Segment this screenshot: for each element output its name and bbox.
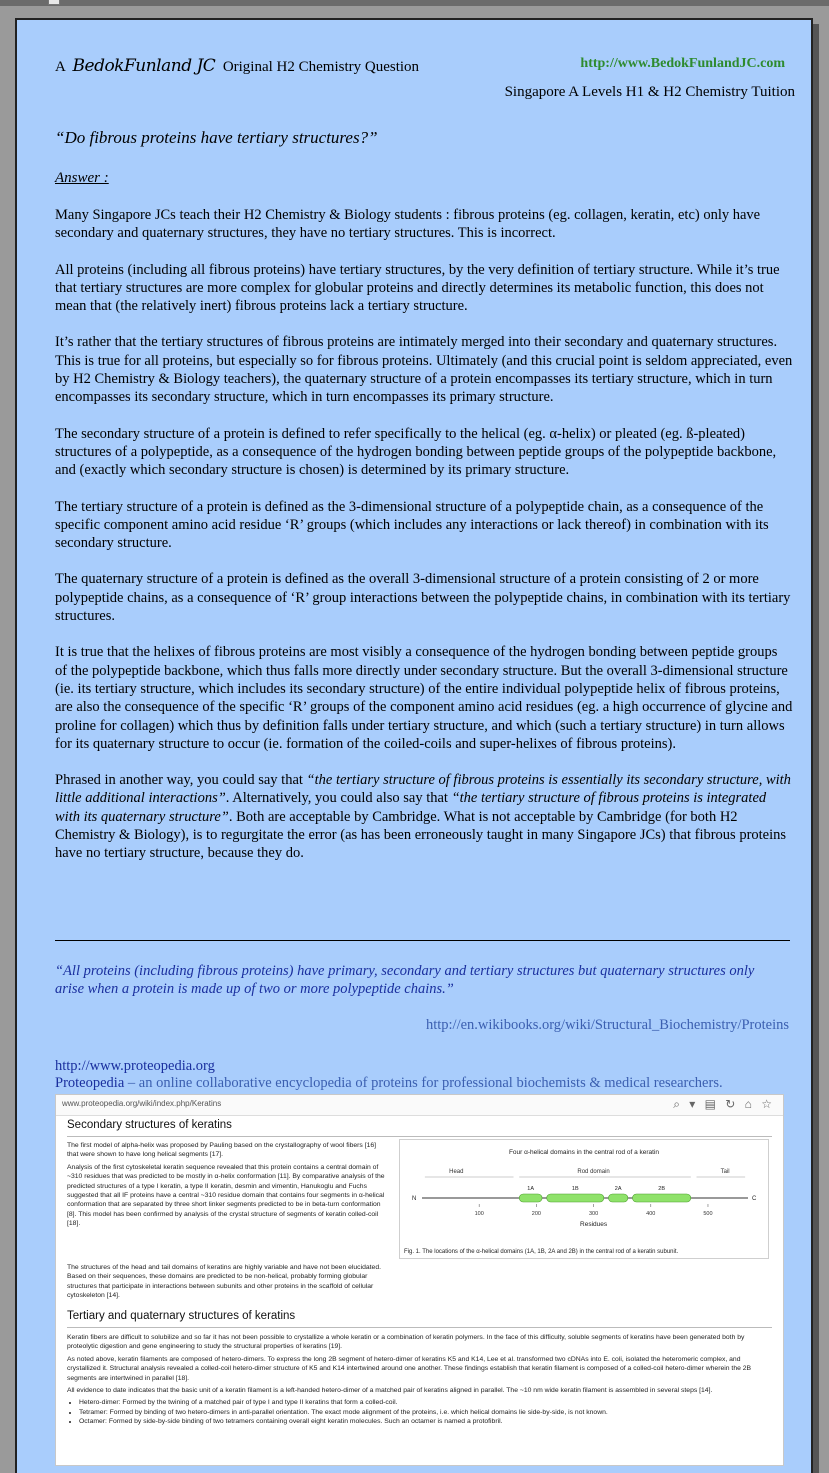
paragraph: It’s rather that the tertiary structures of fibrous proteins are intimately merged into their secondary and quaternary structures. This is true for all proteins, but especially so for fibrous proteins. Ultimately (and this crucial point is seldom appreciated, even by H2 Chemistry & Biology teachers), the quaternary structure of a protein encompasses its tertiary structure, which in turn encompasses its secondary structure, which in turn encompasses its primary structure. <box>55 334 793 406</box>
segment-label: 1A <box>527 1186 535 1192</box>
region-label: Tail <box>720 1169 730 1175</box>
scroll-nub[interactable] <box>48 0 60 5</box>
assembly-steps-list <box>67 1398 772 1426</box>
section1-rule <box>67 1136 772 1137</box>
paragraph: All proteins (including all fibrous proteins) have tertiary structures, by the very definition of tertiary structure. While it’s true that tertiary structures are more complex for globular proteins and directly determines its metabolic function, this does not mean that (the relatively inert) fibrous proteins lack a tertiary structure. <box>55 261 780 315</box>
helix-segment <box>519 1194 542 1202</box>
page-header <box>55 42 795 102</box>
paragraph: It is true that the helixes of fibrous proteins are most visibly a consequence of the hydrogen bonding between peptide groups of the polypeptide backbone, which thus falls more directly under secondary structure. But the overall 3-dimensional structure (ie. its tertiary structure, which includes its secondary structure) of the entire individual polypeptide helix of fibrous proteins, are also the consequence of the specific ‘R’ groups of the component amino acid residues (eg. a high occurrence of glycine and proline for collagen) which thus by definition falls under tertiary structure, and which (such a tertiary structure) in turn allows for its quaternary structure to occur (ie. formation of the coiled-coils and super-helixes of fibrous proteins). <box>55 644 793 752</box>
section2-text: Keratin fibers are difficult to solubilize and so far it has not been possible to crystallize a whole keratin or a combination of keratin polymers. In the face of this difficulty, soluble segments of keratins have been generated both by proteolytic digestion and gene engineering to study the structural properties of keratins [19]. As noted above, keratin filaments are composed of hetero-dimers. To express the long 2B segment of hetero-dimer of keratins K5 and K14, Lee et al. transformed two cDNAs into E. coli, isolated the heteromeric complex, and crystallized it. Structural analysis revealed a colled-coil hetero-dimer structure of K5 and K14 intertwined around one another. These findings establish that keratin filament is composed of a colled-coil hetero-dimer wherein the 2B segments are intertwined in parallel [18]. All evidence to date indicates that the basic unit of a keratin filament is a left-handed hetero-dimer of a matched pair of keratins aligned in parallel. The ~10 nm wide keratin filament is assembled in several steps [14]. • Hetero-dimer: Formed by the twining of a matched pair of type I and type II keratins that form a colled-coil. • Tetramer: Formed by binding of two hetero-dimers in anti-parallel orientation. The exact mode alignment of the proteins, i.e. which helical domains lie side-by-side, is not known. • Octamer: Formed by side-by-side binding of two tetramers containing overall eight keratin molecules. Such an octamer is named a protofibril. <box>67 1333 772 1427</box>
brand-logo: BedokFunland JC <box>72 56 216 76</box>
paragraph-final: Phrased in another way, you could say that “the tertiary structure of fibrous proteins is essentially its secondary structure, with little additional interactions”. Alternatively, you could also say that “the tertiary structure of fibrous proteins is integrated with its quaternary structure”. Both are acceptable by Cambridge. What is not acceptable by Cambridge (for both H2 Chemistry & Biology), is to regurgitate the error (as has been erroneously taught in many Singapore JCs) that fibrous proteins have no tertiary structure, because they do. <box>55 772 791 862</box>
section2-title: Tertiary and quaternary structures of keratins <box>67 1310 296 1322</box>
list-item: • Hetero-dimer: Formed by the twining of a matched pair of type I and type II keratins that form a colled-coil. <box>79 1398 772 1407</box>
figure-caption: Fig. 1. The locations of the α-helical domains (1A, 1B, 2A and 2B) in the central rod of a keratin subunit. <box>404 1249 679 1255</box>
paragraph: The quaternary structure of a protein is defined as the overall 3-dimensional structure of a protein consisting of 2 or more polypeptide chains, as a consequence of ‘R’ group interactions between the polypeptide chains, in combination with its tertiary structures. <box>55 571 791 625</box>
divider <box>55 940 790 941</box>
proteopedia-url-link[interactable]: http://www.proteopedia.org <box>55 1058 215 1074</box>
answer-heading: Answer : <box>55 170 109 186</box>
segment-label: 1B <box>571 1186 579 1192</box>
x-tick-label: 400 <box>646 1211 656 1217</box>
proteopedia-name: Proteopedia <box>55 1075 125 1091</box>
window-top-strip <box>0 0 829 6</box>
region-label: Head <box>449 1169 464 1175</box>
segment-label: 2A <box>614 1186 622 1192</box>
address-url[interactable]: www.proteopedia.org/wiki/index.php/Keratins <box>62 1099 222 1108</box>
browser-tool-icons: ⌕ ▾ ▤ ↻ ⌂ ☆ <box>673 1097 775 1111</box>
helix-segment <box>632 1194 690 1202</box>
brand-prefix: A <box>55 59 66 75</box>
segment-label: 2B <box>658 1186 666 1192</box>
embedded-screenshot <box>55 1094 784 1466</box>
proteopedia-description: Proteopedia – an online collaborative encyclopedia of proteins for professional biochemists & medical researchers. <box>55 1075 723 1091</box>
n-terminus-label: N <box>412 1196 417 1202</box>
section1-title: Secondary structures of keratins <box>67 1119 232 1131</box>
list-item: • Tetramer: Formed by binding of two hetero-dimers in anti-parallel orientation. The exact mode alignment of the proteins, i.e. which helical domains lie side-by-side, is not known. <box>79 1408 772 1417</box>
list-item: • Octamer: Formed by side-by-side binding of two tetramers containing overall eight keratin molecules. Such an octamer is named a protofibril. <box>79 1417 772 1426</box>
x-tick-label: 200 <box>531 1211 541 1217</box>
keratin-domain-figure <box>399 1139 769 1259</box>
paragraph: The tertiary structure of a protein is defined as the 3-dimensional structure of a polypeptide chain, as a consequence of the specific component amino acid residue ‘R’ groups (which includes any interactions or lack thereof) in combination with its secondary structure. <box>55 498 769 552</box>
brand-suffix: Original H2 Chemistry Question <box>222 59 420 75</box>
helix-segment <box>547 1194 604 1202</box>
region-label: Rod domain <box>577 1169 610 1175</box>
page-shadow <box>813 24 819 1473</box>
tagline: Singapore A Levels H1 & H2 Chemistry Tuition <box>504 84 795 100</box>
answer-body <box>55 206 793 881</box>
question-title: “Do fibrous proteins have tertiary structures?” <box>55 128 378 147</box>
site-url-link[interactable]: http://www.BedokFunlandJC.com <box>580 56 785 71</box>
wiki-url-link[interactable]: http://en.wikibooks.org/wiki/Structural_Biochemistry/Proteins <box>425 1017 789 1033</box>
x-axis-label: Residues <box>580 1221 608 1228</box>
paragraph: Many Singapore JCs teach their H2 Chemistry & Biology students : fibrous proteins (eg. collagen, keratin, etc) only have secondary and quaternary structures, they have no tertiary structures. This is incorrect. <box>55 207 761 242</box>
browser-address-bar <box>56 1095 783 1116</box>
figure-title: Four α-helical domains in the central rod of a keratin <box>508 1149 660 1156</box>
section1-text: The first model of alpha-helix was proposed by Pauling based on the crystallography of wool fibers [16] that were shown to have long helical segments [17]. Analysis of the first cytoskeletal keratin sequence revealed that this protein contains a central domain of ~310 residues that was predicted to be mostly in α-helix conformation [11]. By comparative analysis of the predicted structures of a type I keratin, a type II keratin, desmin and vimentin, Hanukoglu and Fuchs suggested that all IF proteins have a central ~310 residue domain that contains four segments in α-helical conformation that are separated by three short linker segments predicted to be in beta-turn conformation [8]. This model has been confirmed by analysis of the crystal structure of segments of keratin colled-coil [18]. <box>67 1142 385 1228</box>
section2-rule <box>67 1327 772 1328</box>
x-tick-label: 100 <box>474 1211 484 1217</box>
paragraph: The secondary structure of a protein is defined to refer specifically to the helical (eg. α-helix) or pleated (eg. ß-pleated) structures of a polypeptide, as a consequence of the hydrogen bonding between peptide groups of the polypeptide backbone, and (exactly which secondary structure is chosen) is determined by its primary structure. <box>55 425 777 479</box>
domain-diagram <box>400 1140 768 1245</box>
c-terminus-label: C <box>752 1196 757 1202</box>
document-page <box>15 18 813 1473</box>
wiki-quote: “All proteins (including fibrous proteins) have primary, secondary and tertiary structures but quaternary structures only arise when a protein is made up of two or more polypeptide chains.” <box>55 963 755 997</box>
brand <box>55 56 419 76</box>
x-tick-label: 500 <box>703 1211 713 1217</box>
section1-text-2: The structures of the head and tail domains of keratins are highly variable and have not been elucidated. Based on their sequences, these domains are predicted to be non-helical, probably forming globular structures that participate in interactions between subunits and other proteins in the scaffold of cellular cytoskeleton [14]. <box>67 1264 381 1300</box>
x-tick-label: 300 <box>588 1211 599 1217</box>
helix-segment <box>608 1194 627 1202</box>
